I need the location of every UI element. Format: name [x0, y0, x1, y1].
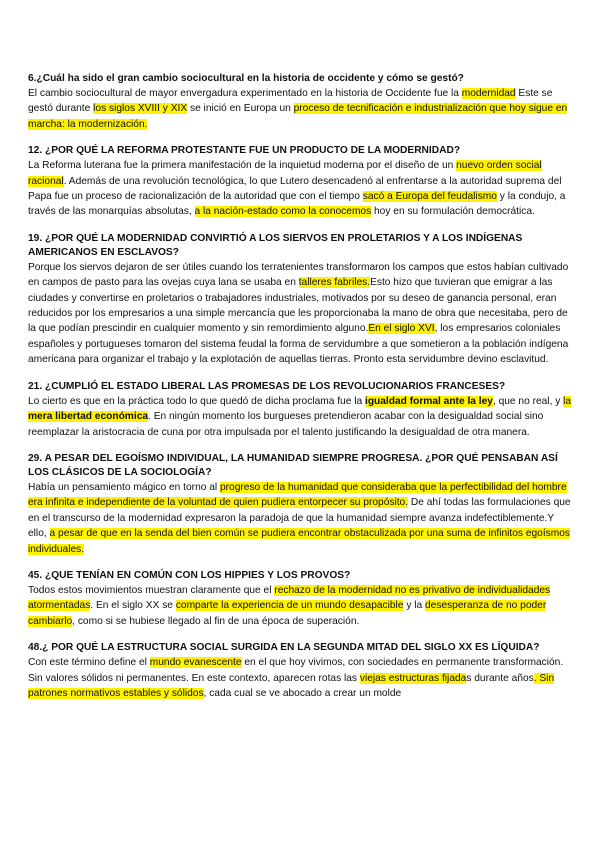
qa-section-48 — [28, 641, 574, 701]
question-heading: 45. ¿QUE TENÍAN EN COMÚN CON LOS HIPPIES Y LOS PROVOS? — [28, 569, 351, 581]
highlighted-text: . Sin patrones normativos estables y sólidos — [28, 672, 555, 699]
answer-paragraph — [28, 260, 574, 368]
highlighted-text: rechazo de la modernidad no es privativo de individualidades atormentadas — [28, 584, 551, 612]
answer-text: Este se gestó durante — [28, 88, 553, 115]
highlighted-text: comparte la experiencia de un mundo desapacible — [175, 600, 404, 612]
qa-section-12 — [28, 144, 574, 220]
highlighted-text: viejas estructuras fijada — [359, 672, 467, 684]
answer-text: Porque los siervos dejaron de ser útiles cuando los terratenientes transformaron los campos que estos habían cultivado en campos de pasto para las ovejas cuya lana se usaba en — [28, 261, 569, 289]
highlighted-text: a la nación-estado como la conocemos — [194, 206, 372, 218]
answer-text: Todos estos movimientos muestran claramente que el — [28, 584, 275, 596]
highlighted-text: desesperanza de no poder cambiarlo — [28, 600, 547, 627]
highlighted-text: proceso de tecnificación e industrialización que hoy sigue en marcha: la modernización. — [28, 103, 568, 130]
answer-text: Lo cierto es que en la práctica todo lo que quedó de dicha proclama fue la — [28, 395, 365, 407]
highlighted-text: a pesar de que en la senda del bien común se pudiera encontrar obstaculizada por una suma de infinitos egoísmos individuales. — [28, 528, 570, 555]
answer-text: Había un pensamiento mágico en torno al — [28, 481, 220, 493]
answer-text: , cada cual se ve abocado a crear un molde — [203, 687, 402, 699]
answer-paragraph — [28, 86, 574, 132]
highlighted-text: la — [563, 395, 572, 407]
answer-paragraph — [28, 655, 574, 701]
answer-text: y la condujo, a través de las monarquías absolutas, — [28, 191, 566, 218]
highlighted-text: los siglos XVIII y XIX — [93, 103, 188, 115]
answer-text: . Además de una revolución tecnológica, lo que Lutero desencadenó al enfrentarse a la autoridad suprema del Papa fue un proceso de racionalización de la autoridad que con el tiempo — [28, 175, 562, 203]
answer-text: s durante años — [466, 672, 534, 684]
highlighted-text: sacó a Europa del feudalismo — [362, 191, 497, 203]
qa-section-29 — [28, 452, 574, 557]
highlighted-text: igualdad formal ante la ley — [364, 395, 493, 407]
highlighted-text: talleres fabriles. — [298, 277, 371, 289]
answer-text: se inició en Europa un — [187, 103, 294, 115]
question-heading: 12. ¿POR QUÉ LA REFORMA PROTESTANTE FUE UN PRODUCTO DE LA MODERNIDAD? — [28, 145, 461, 157]
qa-section-19 — [28, 232, 574, 368]
answer-text: . En el siglo XX se — [90, 600, 176, 612]
answer-text: . En ningún momento los burgueses pretendieron acabar con la desigualdad social sino reemplazar la aristocracia de cuna por otra impulsada por el talento justificando la desigualdad de otra manera. — [28, 411, 544, 438]
highlighted-text: nuevo orden social racional — [28, 160, 542, 187]
answer-text: La Reforma luterana fue la primera manifestación de la inquietud moderna por el diseño de un — [28, 160, 457, 172]
highlighted-text: En el siglo XVI — [368, 323, 435, 335]
answer-text: , los empresarios coloniales españoles y portugueses tomaron del sistema feudal la forma de servidumbre a que sometieron a la población indígena americana para organizar el trabajo y la explotación de aquellas tierras. Pronto esta servidumbre devino esclavitud. — [28, 323, 569, 366]
highlighted-text: modernidad — [461, 88, 516, 99]
qa-section-45 — [28, 569, 574, 629]
question-heading: 29. A PESAR DEL EGOÍSMO INDIVIDUAL, LA HUMANIDAD SIEMPRE PROGRESA. ¿POR QUÉ PENSABAN ASÍ LOS CLÁSICOS DE LA SOCIOLOGÍA? — [28, 452, 558, 478]
question-heading: 6.¿Cuál ha sido el gran cambio sociocultural en la historia de occidente y cómo se gestó? — [28, 73, 464, 84]
question-heading: 21. ¿CUMPLIÓ EL ESTADO LIBERAL LAS PROMESAS DE LOS REVOLUCIONARIOS FRANCESES? — [28, 380, 506, 392]
answer-paragraph — [28, 394, 574, 440]
answer-text: , que no real, y — [492, 395, 564, 407]
highlighted-text: mera libertad económica — [28, 411, 149, 423]
question-heading: 48.¿ POR QUÉ LA ESTRUCTURA SOCIAL SURGIDA EN LA SEGUNDA MITAD DEL SIGLO XX ES LÍQUIDA? — [28, 642, 540, 654]
answer-paragraph — [28, 480, 574, 557]
answer-text: El cambio sociocultural de mayor envergadura experimentado en la historia de Occidente fue la — [28, 88, 462, 99]
answer-paragraph — [28, 583, 574, 629]
answer-text: Esto hizo que tuvieran que emigrar a las ciudades y convertirse en proletarios o trabajadores industriales, motivados por su deseo de ganancia personal, eran reducidos por los empresarios a una simple mercancía que les proporcionaba la mano de obra que necesitaba, pero de la que podían prescindir en cualquier momento y sin remordimiento alguno. — [28, 277, 568, 335]
answer-text: De ahí todas las formulaciones que en el transcurso de la modernidad expresaron la paradoja de que la humanidad siempre avanza indefectiblemente.Y ello, — [28, 497, 571, 540]
qa-section-21 — [28, 380, 574, 440]
highlighted-text: progreso de la humanidad que consideraba que la perfectibilidad del hombre era infinita e independiente de la voluntad de quien pudiera entorpecer su propósito. — [28, 481, 567, 509]
answer-text: y la — [403, 600, 425, 612]
answer-text: en el que hoy vivimos, con sociedades en permanente transformación. Sin valores sólidos ni permanentes. En este contexto, aparecen rotas las — [28, 657, 564, 684]
highlighted-text: mundo evanescente — [149, 657, 242, 669]
answer-text: Con este término define el — [28, 657, 150, 669]
answer-text: hoy en su formulación democrática. — [371, 206, 535, 218]
answer-paragraph — [28, 158, 574, 220]
question-heading: 19. ¿POR QUÉ LA MODERNIDAD CONVIRTIÓ A LOS SIERVOS EN PROLETARIOS Y A LOS INDÍGENAS AMERICANOS EN ESCLAVOS? — [28, 232, 523, 258]
answer-text: , como si se hubiese llegado al fin de una época de superación. — [72, 615, 360, 627]
qa-section-6 — [28, 72, 574, 132]
